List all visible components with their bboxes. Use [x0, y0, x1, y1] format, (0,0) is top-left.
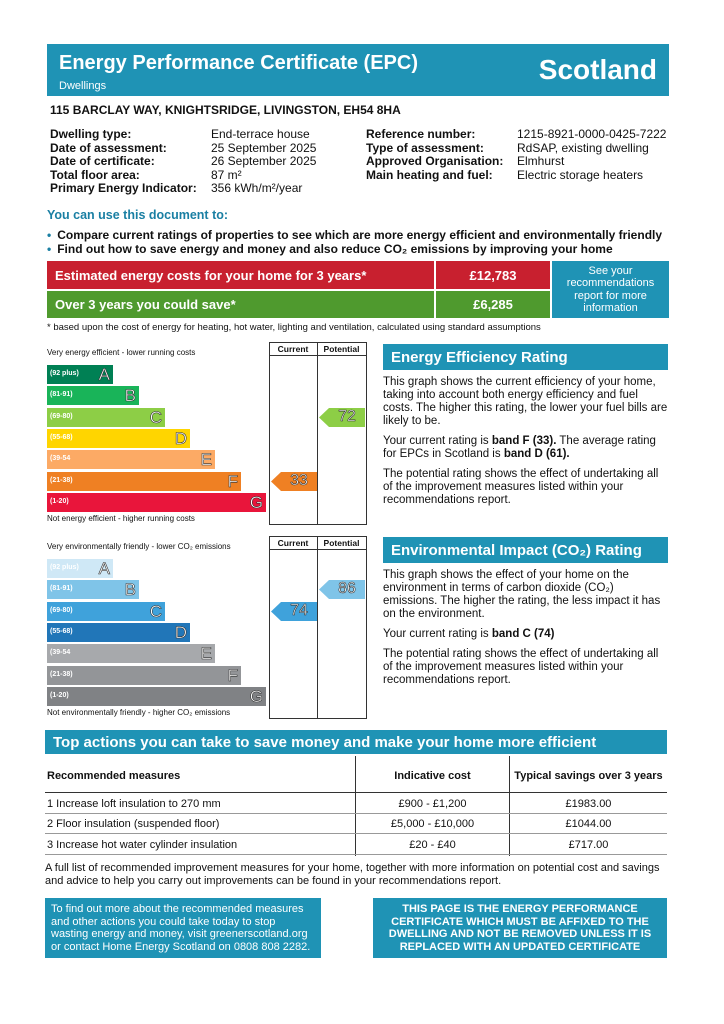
epc-header	[47, 44, 669, 96]
use-doc-bullets	[47, 228, 687, 256]
current-header: Current	[277, 344, 309, 354]
band-range-label: (55-68)	[50, 433, 73, 441]
bullet-item: • Find out how to save energy and money and also reduce CO₂ emissions by improving your home	[47, 242, 613, 256]
band-range-label: (21-38)	[50, 476, 73, 484]
detail-label: Total floor area:	[50, 167, 140, 182]
see-report-note: See your recommendations report for more information	[552, 261, 669, 318]
band-letter: F	[227, 665, 238, 685]
eer-para-3: The potential rating shows the effect of undertaking all of the improvement measures listed within your recommendations report.	[383, 468, 659, 506]
details-left	[50, 128, 316, 196]
band-range-label: (1-20)	[50, 691, 69, 699]
cost-cell: £20 - £40	[409, 839, 456, 851]
detail-value: 356 kWh/m²/year	[211, 181, 303, 196]
band-letter: A	[98, 365, 110, 384]
band-range-label: (39-54	[50, 649, 71, 657]
measure-cell: 2 Floor insulation (suspended floor)	[47, 818, 220, 830]
divider	[366, 536, 367, 719]
divider	[269, 524, 367, 525]
use-doc-heading: You can use this document to:	[47, 208, 229, 222]
env-band-f	[47, 666, 241, 685]
energy-band-a	[47, 365, 113, 384]
energy-band-e	[47, 450, 215, 469]
divider	[45, 833, 667, 834]
divider	[269, 536, 270, 719]
detail-value: 87 m²	[211, 167, 242, 182]
band-range-label: (69-80)	[50, 606, 73, 614]
band-letter: C	[149, 407, 162, 427]
current-header: Current	[277, 538, 309, 548]
detail-value: 1215-8921-0000-0425-7222	[517, 127, 667, 141]
detail-label: Reference number:	[366, 127, 476, 141]
actions-heading: Top actions you can take to save money and make your home more efficient	[45, 730, 667, 754]
actions-footnote: A full list of recommended improvement measures for your home, together with more information on potential cost and savings and advice to help you carry out improvements can be found in your recommendations report.	[45, 862, 660, 887]
save-value: £6,285	[436, 291, 550, 318]
eir-text	[383, 569, 668, 687]
divider	[269, 549, 367, 550]
band-letter: A	[98, 559, 110, 578]
rating-value: 86	[338, 580, 356, 598]
band-range-label: (92 plus)	[50, 564, 79, 571]
energy-band-f	[47, 472, 241, 491]
band-range-label: (81-91)	[50, 391, 73, 399]
measure-cell: 3 Increase hot water cylinder insulation	[47, 839, 238, 851]
divider	[317, 342, 318, 525]
energy-band-c	[47, 408, 165, 427]
footer-advice: To find out more about the recommended measures and other actions you could take today to stop wasting energy and money, visit greenerscotland.org or contact Home Energy Scotland on 0808 808 2282.	[45, 898, 321, 958]
cost-footnote: * based upon the cost of energy for heating, hot water, lighting and ventilation, calculated using standard assumptions	[47, 322, 541, 333]
environmental-impact-chart	[47, 536, 367, 719]
eer-text	[383, 376, 668, 507]
band-letter: G	[249, 686, 263, 706]
band-range-label: (1-20)	[50, 497, 69, 505]
band-letter: C	[149, 601, 162, 621]
energy-efficiency-chart	[47, 342, 367, 525]
band-letter: F	[227, 471, 238, 491]
divider	[366, 342, 367, 525]
epc-subtitle: Dwellings	[59, 80, 107, 92]
band-letter: E	[200, 644, 212, 664]
epc-title: Energy Performance Certificate (EPC)	[59, 52, 419, 74]
band-letter: B	[124, 580, 136, 600]
energy-band-b	[47, 386, 139, 405]
estimated-cost-value: £12,783	[436, 261, 550, 289]
saving-cell: £1983.00	[565, 798, 612, 810]
energy-potential-rating	[319, 408, 365, 427]
detail-label: Date of certificate:	[50, 154, 155, 169]
band-letter: D	[174, 428, 187, 448]
detail-label: Dwelling type:	[50, 127, 132, 141]
env-band-d	[47, 623, 190, 642]
detail-value: Electric storage heaters	[517, 167, 644, 182]
eer-heading: Energy Efficiency Rating	[383, 344, 668, 370]
detail-value: Elmhurst	[517, 154, 565, 169]
band-letter: B	[124, 386, 136, 406]
energy-current-rating	[271, 472, 317, 491]
potential-header: Potential	[323, 538, 360, 548]
detail-label: Type of assessment:	[366, 140, 484, 155]
eir-para-2: Your current rating is band C (74)	[383, 628, 555, 640]
detail-value: RdSAP, existing dwelling	[517, 140, 649, 155]
detail-value: 26 September 2025	[211, 154, 317, 169]
detail-label: Main heating and fuel:	[366, 167, 493, 182]
energy-band-g	[47, 493, 266, 512]
band-range-label: (39-54	[50, 455, 71, 463]
property-address: 115 BARCLAY WAY, KNIGHTSRIDGE, LIVINGSTON, EH54 8HA	[50, 103, 401, 117]
col-header-savings: Typical savings over 3 years	[514, 770, 663, 782]
divider	[269, 355, 367, 356]
detail-label: Approved Organisation:	[366, 154, 504, 169]
bullet-item: • Compare current ratings of properties to see which are more energy efficient and environmentally friendly	[47, 228, 663, 242]
cost-cell: £5,000 - £10,000	[390, 818, 475, 830]
band-range-label: (55-68)	[50, 627, 73, 635]
saving-cell: £1044.00	[565, 818, 612, 830]
band-letter: E	[200, 450, 212, 470]
rating-value: 72	[338, 407, 356, 425]
detail-label: Primary Energy Indicator:	[50, 181, 197, 196]
env-band-e	[47, 644, 215, 663]
energy-band-d	[47, 429, 190, 448]
chart-top-label: Very energy efficient - lower running costs	[47, 348, 196, 357]
saving-cell: £717.00	[568, 839, 609, 851]
env-band-a	[47, 559, 113, 578]
divider	[269, 536, 367, 537]
divider	[269, 342, 270, 525]
eer-para-1: This graph shows the current efficiency of your home, taking into account both energy efficiency and fuel costs. The higher this rating, the lower your fuel bills are likely to be.	[383, 376, 668, 427]
env-band-g	[47, 687, 266, 706]
band-range-label: (69-80)	[50, 412, 73, 420]
chart-bottom-label: Not energy efficient - higher running costs	[47, 514, 195, 523]
divider	[269, 718, 367, 719]
eir-heading: Environmental Impact (CO₂) Rating	[383, 537, 668, 563]
details-right	[366, 128, 666, 182]
estimated-cost-label: Estimated energy costs for your home for 3 years*	[47, 261, 434, 289]
detail-value: 25 September 2025	[211, 140, 317, 155]
env-band-b	[47, 580, 139, 599]
band-range-label: (81-91)	[50, 585, 73, 593]
country-label: Scotland	[538, 54, 657, 85]
eer-para-2: Your current rating is band F (33). The average rating for EPCs in Scotland is band D (61).	[383, 435, 656, 460]
env-current-rating	[271, 602, 317, 621]
eir-para-3: The potential rating shows the effect of undertaking all of the improvement measures listed within your recommendations report.	[383, 648, 659, 686]
band-letter: D	[174, 622, 187, 642]
rating-value: 33	[290, 471, 308, 489]
band-range-label: (92 plus)	[50, 370, 79, 377]
env-potential-rating	[319, 580, 365, 599]
potential-header: Potential	[323, 344, 360, 354]
detail-value: End-terrace house	[211, 127, 310, 141]
band-letter: G	[249, 492, 263, 512]
divider	[45, 813, 667, 814]
divider	[45, 854, 667, 855]
actions-table	[45, 756, 667, 856]
env-band-c	[47, 602, 165, 621]
measure-cell: 1 Increase loft insulation to 270 mm	[47, 798, 221, 810]
detail-label: Date of assessment:	[50, 140, 167, 155]
chart-top-label: Very environmentally friendly - lower CO₂ emissions	[47, 542, 231, 551]
col-header-measures: Recommended measures	[47, 770, 181, 782]
chart-bottom-label: Not environmentally friendly - higher CO₂ emissions	[47, 708, 231, 717]
divider	[317, 536, 318, 719]
divider	[269, 342, 367, 343]
save-label: Over 3 years you could save*	[47, 291, 434, 318]
eir-para-1: This graph shows the effect of your home on the environment in terms of carbon dioxide (CO₂) emissions. The higher the rating, the less impact it has on the environment.	[383, 569, 661, 620]
col-header-cost: Indicative cost	[394, 770, 471, 782]
rating-value: 74	[290, 601, 308, 619]
band-range-label: (21-38)	[50, 670, 73, 678]
cost-cell: £900 - £1,200	[398, 798, 467, 810]
footer-notice: THIS PAGE IS THE ENERGY PERFORMANCE CERTIFICATE WHICH MUST BE AFFIXED TO THE DWELLING AND NOT BE REMOVED UNLESS IT IS REPLACED WITH AN UPDATED CERTIFICATE	[373, 898, 667, 958]
divider	[45, 792, 667, 793]
